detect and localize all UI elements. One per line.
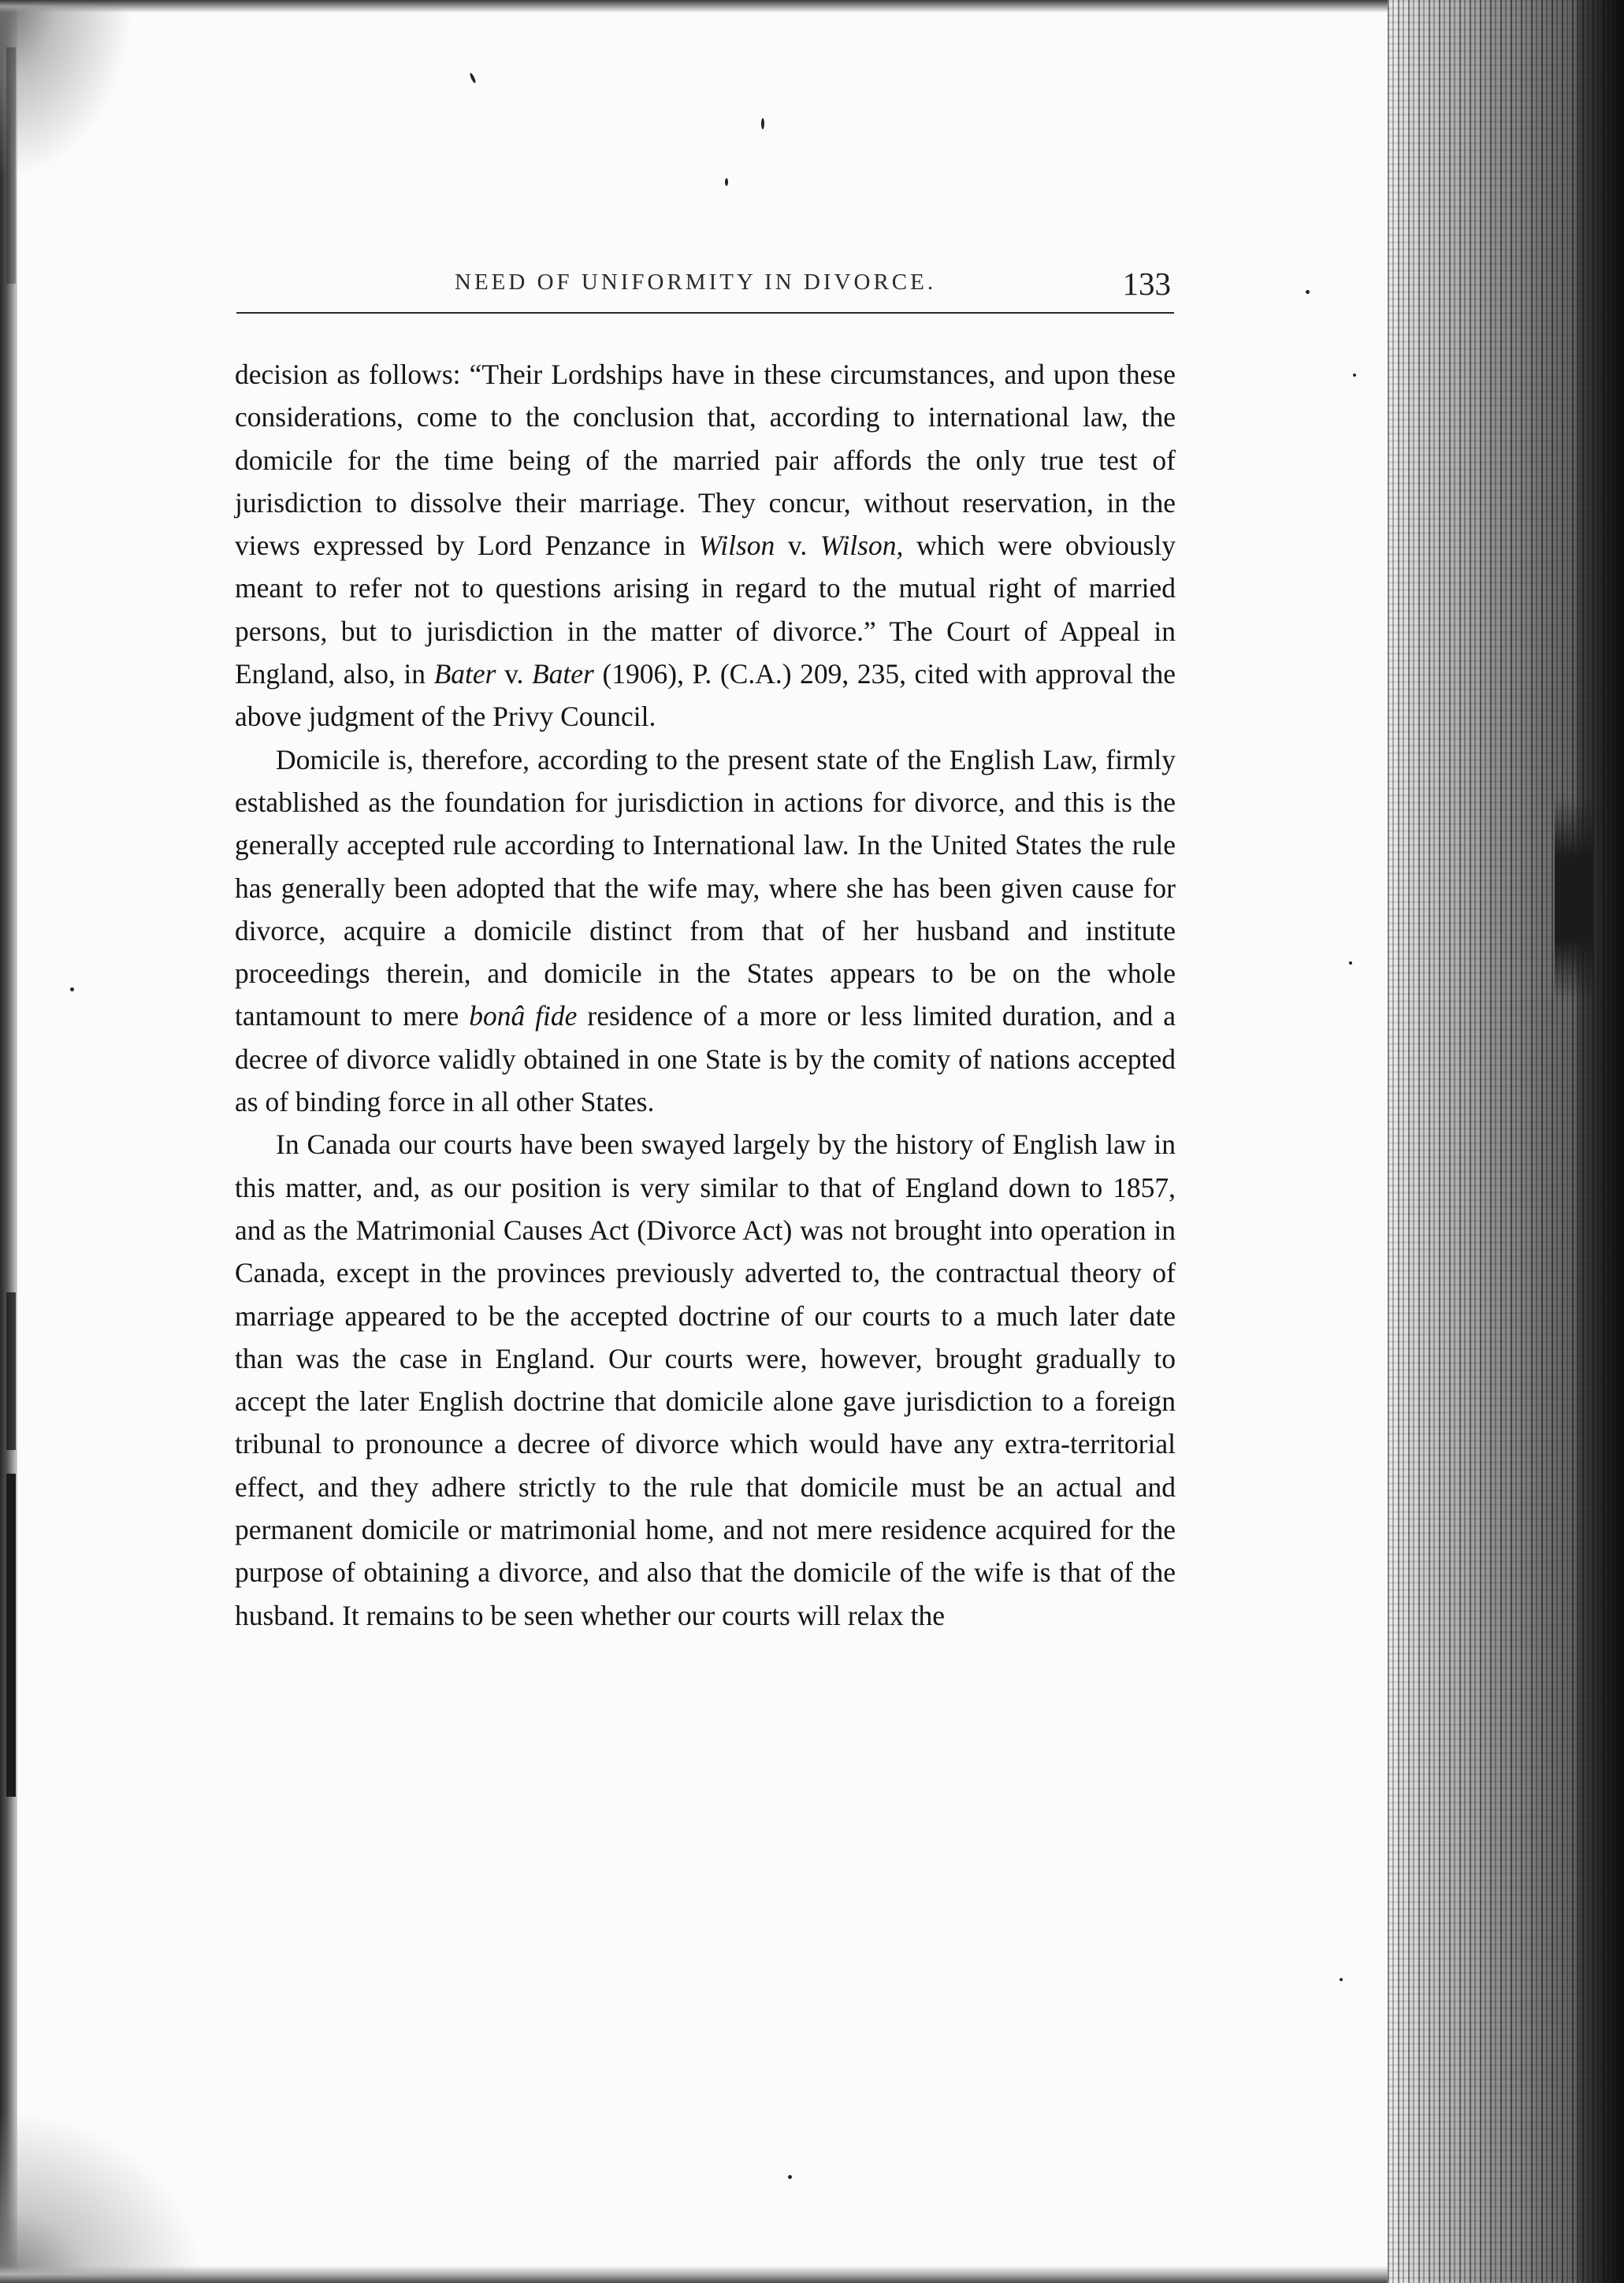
paragraph: Domicile is, therefore, according to the present state of the English Law, firmly established as the foundation for jurisdiction in actions for divorce, and this is the generally accepted rule according to International law. In the United States the rule has generally been adopted that the wife may, where she has been given cause for divorce, acquire a domicile distinct from that of her husband and institute proceedings therein, and domicile in the States appears to be on the whole tantamount to mere bonâ fide residence of a more or less limited duration, and a decree of divorce validly obtained in one State is by the comity of nations accepted as of binding force in all other States. [235,743,1176,1118]
paragraph: decision as follows: “Their Lordships have in these circumstances, and upon these considerations, come to the conclusion that, according to international law, the domicile for the time being of the married pair affords the only true test of jurisdiction to dissolve their marriage. They concur, without reservation, in the views expressed by Lord Penzance in Wilson v. Wilson, which were obviously meant to refer not to questions arising in regard to the mutual right of married persons, but to jurisdiction in the matter of divorce.” The Court of Appeal in England, also, in Bater v. Bater (1906), P. (C.A.) 209, 235, cited with approval the above judgment of the Privy Council. [235,359,1176,733]
scan-speck [761,118,764,129]
scan-edge-top [0,0,1497,13]
page-stack-notch [1555,796,1592,1001]
scan-shadow-bottom-left [0,2110,205,2283]
scan-speck [1353,374,1356,377]
scan-speck [469,73,477,84]
running-header [236,265,1174,320]
scan-speck [70,987,74,991]
page-number: 133 [1122,266,1171,302]
scan-speck [788,2175,792,2179]
body-text [235,353,1176,1637]
scan-edge-bottom [0,2266,1544,2283]
scan-shadow-top-left [0,0,134,181]
scan-speck [1340,1978,1343,1981]
binding-shadow-left [0,0,17,2283]
scan-speck [725,178,728,186]
scan-speck [1306,290,1310,294]
scan-speck [1349,961,1352,965]
paragraph: In Canada our courts have been swayed largely by the history of English law in this matter, and, as our position is very similar to that of England down to 1857, and as the Matrimonial Causes Act (Divorce Act) was not brought into operation in Canada, except in the provinces previously adverted to, the contractual theory of marriage appeared to be the accepted doctrine of our courts to a much later date than was the case in England. Our courts were, however, brought gradually to accept the later English doctrine that domicile alone gave jurisdiction to a foreign tribunal to pronounce a decree of divorce which would have any extra-territorial effect, and they adhere strictly to the rule that domicile must be an actual and permanent domicile or matrimonial home, and not mere residence acquired for the purpose of obtaining a divorce, and also that the domicile of the wife is that of the husband. It remains to be seen whether our courts will relax the [235,1128,1176,1631]
page-stack-shadow [1577,0,1624,2283]
running-title: NEED OF UNIFORMITY IN DIVORCE. [455,270,937,295]
header-rule [236,312,1174,314]
